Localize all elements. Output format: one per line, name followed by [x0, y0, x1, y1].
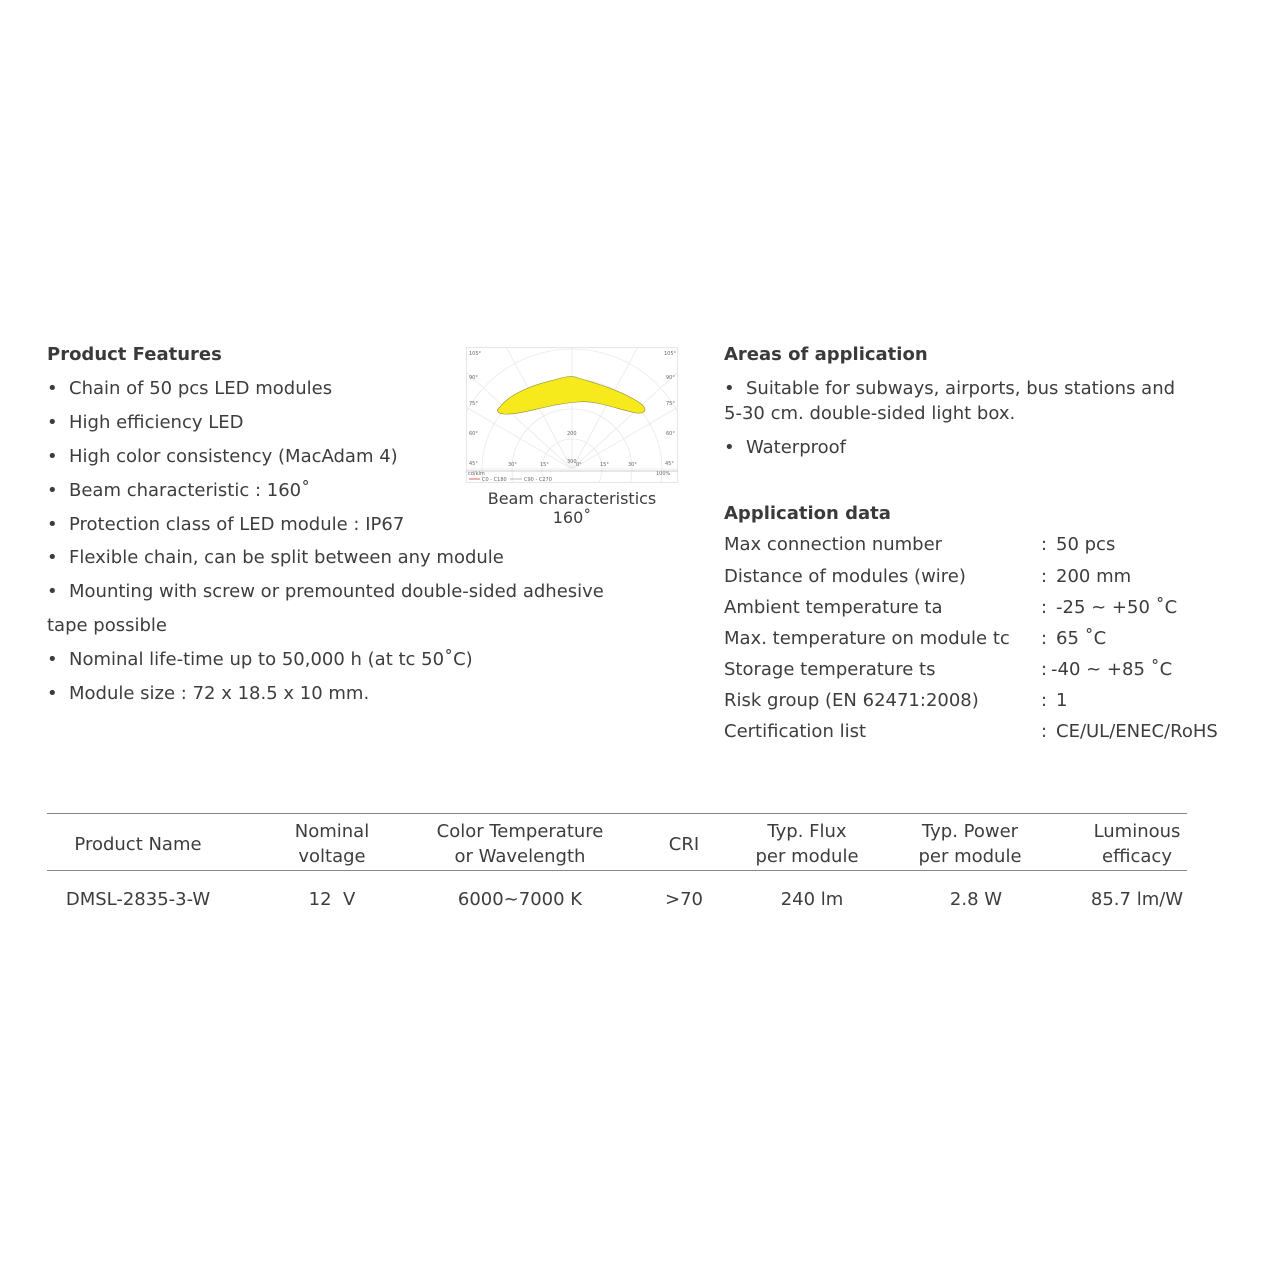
cell-product-name: DMSL-2835-3-W	[65, 889, 211, 910]
angle-label: 15°	[600, 462, 609, 468]
angle-label: 105°	[469, 351, 482, 357]
percent-label: 100%	[656, 471, 671, 477]
angle-label: 30°	[628, 462, 637, 468]
feature-item: • Flexible chain, can be split between any module	[47, 547, 504, 568]
legend-c0: C0 - C180	[482, 477, 507, 483]
angle-label: 90°	[469, 375, 478, 381]
feature-item: • Beam characteristic : 160˚	[47, 480, 311, 501]
area-item: • Waterproof	[724, 437, 847, 458]
areas-heading: Areas of application	[724, 344, 928, 365]
feature-item: • Mounting with screw or premounted double-sided adhesive	[47, 581, 604, 602]
table-header-rule	[47, 870, 1187, 871]
app-data-heading: Application data	[724, 503, 891, 524]
cell-efficacy: 85.7 lm/W	[1090, 889, 1184, 910]
feature-item: • Protection class of LED module : IP67	[47, 514, 405, 535]
angle-label: 75°	[469, 401, 478, 407]
header-cri: CRI	[668, 834, 700, 855]
legend-c90: C90 - C270	[524, 477, 552, 483]
area-item: • Suitable for subways, airports, bus stations and	[724, 378, 1176, 399]
table-top-rule	[47, 813, 1187, 814]
angle-label: 60°	[469, 431, 478, 437]
radial-label: 300	[567, 459, 577, 465]
feature-item-continuation: tape possible	[47, 615, 168, 636]
units-label: cd/klm	[468, 471, 485, 477]
feature-item: • Module size : 72 x 18.5 x 10 mm.	[47, 683, 370, 704]
angle-label: 45°	[665, 461, 674, 467]
feature-item: • High efficiency LED	[47, 412, 244, 433]
angle-label: 0°	[576, 462, 582, 468]
angle-label: 60°	[666, 431, 675, 437]
angle-label: 30°	[508, 462, 517, 468]
angle-label: 75°	[666, 401, 675, 407]
angle-label: 90°	[666, 375, 675, 381]
beam-polar-figure	[466, 347, 678, 483]
feature-item: • Nominal life-time up to 50,000 h (at tc 50˚C)	[47, 649, 473, 670]
cell-color-temperature: 6000~7000 K	[457, 889, 583, 910]
radial-label: 200	[567, 431, 577, 437]
beam-caption: Beam characteristics 160˚	[487, 489, 657, 527]
feature-item: • High color consistency (MacAdam 4)	[47, 446, 398, 467]
angle-label: 15°	[540, 462, 549, 468]
cell-voltage: 12 V	[308, 889, 356, 910]
angle-label: 105°	[664, 351, 677, 357]
polar-diagram	[466, 347, 678, 483]
header-typ-flux: Typ. Flux per module	[755, 821, 859, 867]
angle-label: 45°	[469, 461, 478, 467]
header-color-temperature: Color Temperature or Wavelength	[436, 821, 604, 867]
header-product-name: Product Name	[74, 834, 202, 855]
cell-power: 2.8 W	[949, 889, 1003, 910]
header-typ-power: Typ. Power per module	[918, 821, 1022, 867]
cell-cri: >70	[665, 889, 703, 910]
features-heading: Product Features	[47, 344, 222, 365]
header-nominal-voltage: Nominal voltage	[294, 821, 370, 867]
cell-flux: 240 lm	[780, 889, 844, 910]
feature-item: • Chain of 50 pcs LED modules	[47, 378, 333, 399]
area-item-continuation: 5-30 cm. double-sided light box.	[724, 403, 1016, 424]
header-luminous-efficacy: Luminous efficacy	[1093, 821, 1181, 867]
